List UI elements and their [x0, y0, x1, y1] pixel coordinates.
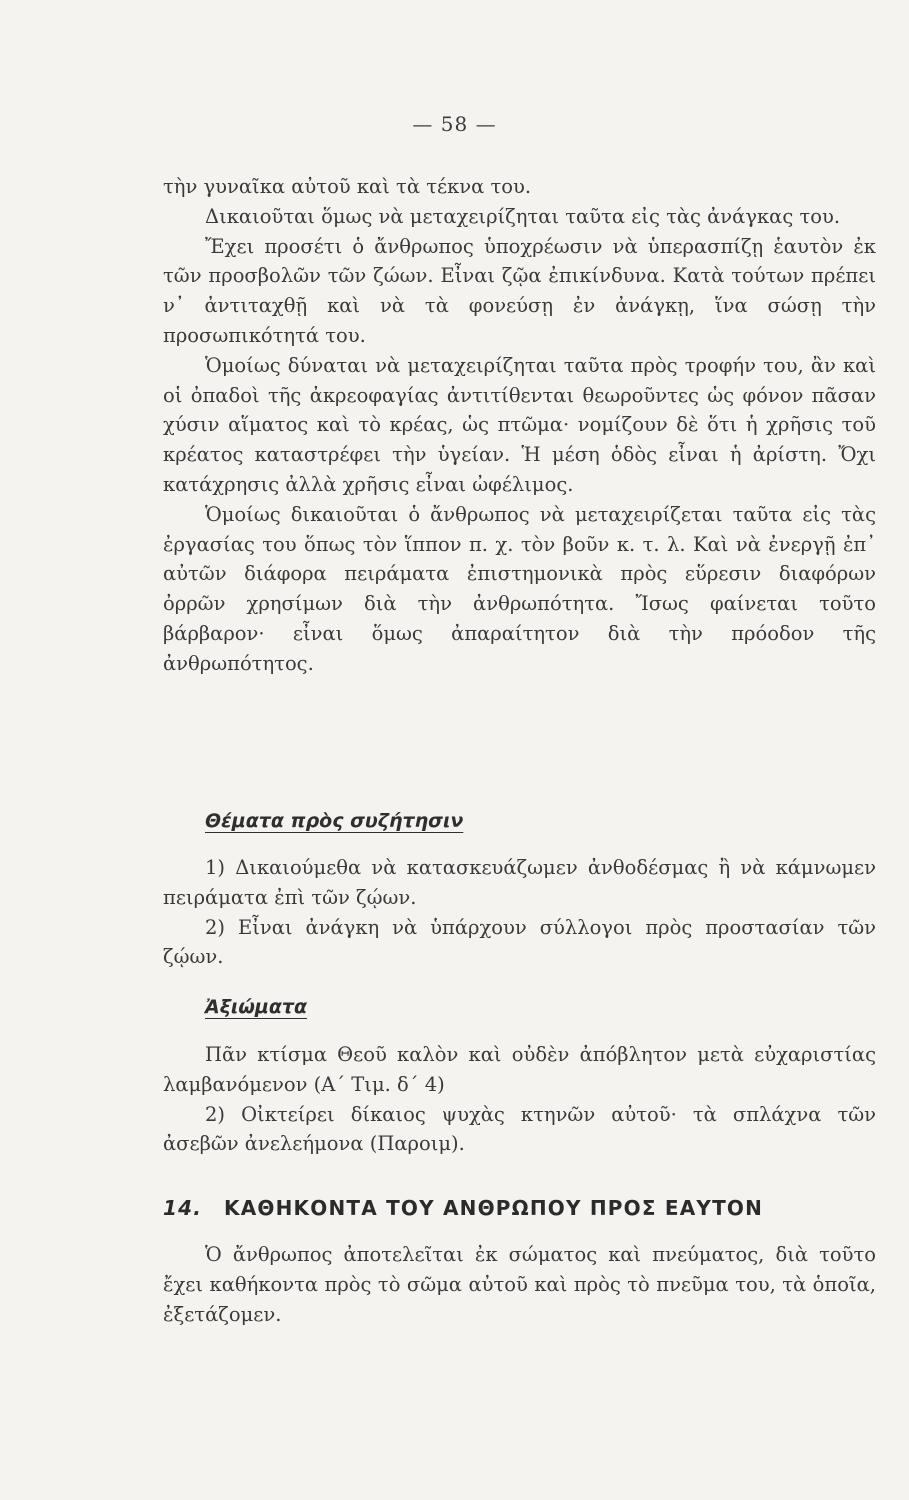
body-text-section	[163, 172, 876, 679]
axiom-item: 2) Οἰκτείρει δίκαιος ψυχὰς κτηνῶν αὐτοῦ· τὰ σπλάχνα τῶν ἀσεβῶν ἀνελεήμονα (Παροιμ).	[163, 1102, 876, 1156]
paragraph: Ὁμοίως δύναται νὰ μεταχειρίζηται ταῦτα πρὸς τροφήν του, ἂν καὶ οἱ ὀπαδοὶ τῆς ἀκρεοφαγίας ἀντιτίθενται θεωροῦντες ὡς φόνον πᾶσαν χύσιν αἵματος καὶ τὸ κρέας, ὡς πτῶμα· νομίζουν δὲ ὅτι ἡ χρῆσις τοῦ κρέατος καταστρέφει τὴν ὑγείαν. Ἡ μέση ὁδὸς εἶναι ἡ ἀρίστη. Ὄχι κατάχρησις ἀλλὰ χρῆσις εἶναι ὠφέλιμος.	[163, 353, 876, 496]
paragraph: Ἔχει προσέτι ὁ ἄνθρωπος ὑποχρέωσιν νὰ ὑπερασπίζῃ ἑαυτὸν ἐκ τῶν προσβολῶν τῶν ζώων. Εἶναι ζῷα ἐπικίνδυνα. Κατὰ τούτων πρέπει ν᾿ ἀντιταχθῇ καὶ νὰ τὰ φονεύσῃ ἐν ἀνάγκῃ, ἵνα σώσῃ τὴν προσωπικότητά του.	[163, 234, 876, 347]
axioms-list	[163, 1040, 876, 1159]
topics-list	[163, 853, 876, 972]
chapter-number: 14.	[163, 1196, 203, 1220]
paragraph: Δικαιοῦται ὅμως νὰ μεταχειρίζηται ταῦτα εἰς τὰς ἀνάγκας του.	[205, 204, 841, 228]
axioms-heading: Ἀξιώματα	[205, 996, 308, 1018]
paragraph: Ὁμοίως δικαιοῦται ὁ ἄνθρωπος νὰ μεταχειρίζεται ταῦτα εἰς τὰς ἐργασίας του ὅπως τὸν ἵππον π. χ. τὸν βοῦν κ. τ. λ. Καὶ νὰ ἐνεργῇ ἐπ᾿ αὐτῶν διάφορα πειράματα ἐπιστημονικὰ πρὸς εὕρεσιν διαφόρων ὀρρῶν χρησίμων διὰ τὴν ἀνθρωπότητα. Ἴσως φαίνεται τοῦτο βάρβαρον· εἶναι ὅμως ἀπαραίτητον διὰ τὴν πρόοδον τῆς ἀνθρωπότητος.	[163, 502, 876, 675]
topics-heading: Θέματα πρὸς συζήτησιν	[205, 810, 464, 832]
page-number: — 58 —	[412, 112, 497, 136]
paragraph: Ὁ ἄνθρωπος ἀποτελεῖται ἐκ σώματος καὶ πνεύματος, διὰ τοῦτο ἔχει καθήκοντα πρὸς τὸ σῶμα αὐτοῦ καὶ πρὸς τὸ πνεῦμα του, τὰ ὁποῖα, ἐξετάζομεν.	[163, 1243, 876, 1326]
axiom-item: Πᾶν κτίσμα Θεοῦ καλὸν καὶ οὐδὲν ἀπόβλητον μετὰ εὐχαριστίας λαμβανόμενον (Α΄ Τιμ. δ΄ 4)	[163, 1043, 876, 1096]
paragraph-continuation: τὴν γυναῖκα αὐτοῦ καὶ τὰ τέκνα του.	[163, 175, 532, 198]
topic-item: 1) Δικαιούμεθα νὰ κατασκευάζωμεν ἀνθοδέσμας ἢ νὰ κάμνωμεν πειράματα ἐπὶ τῶν ζῴων.	[163, 856, 876, 909]
chapter-title: ΚΑΘΗΚΟΝΤΑ ΤΟΥ ΑΝΘΡΩΠΟΥ ΠΡΟΣ ΕΑΥΤΟΝ	[224, 1196, 764, 1220]
chapter-heading	[163, 1196, 876, 1220]
topic-item: 2) Εἶναι ἀνάγκη νὰ ὑπάρχουν σύλλογοι πρὸς προστασίαν τῶν ζῴων.	[163, 915, 876, 969]
chapter-body	[163, 1240, 876, 1329]
